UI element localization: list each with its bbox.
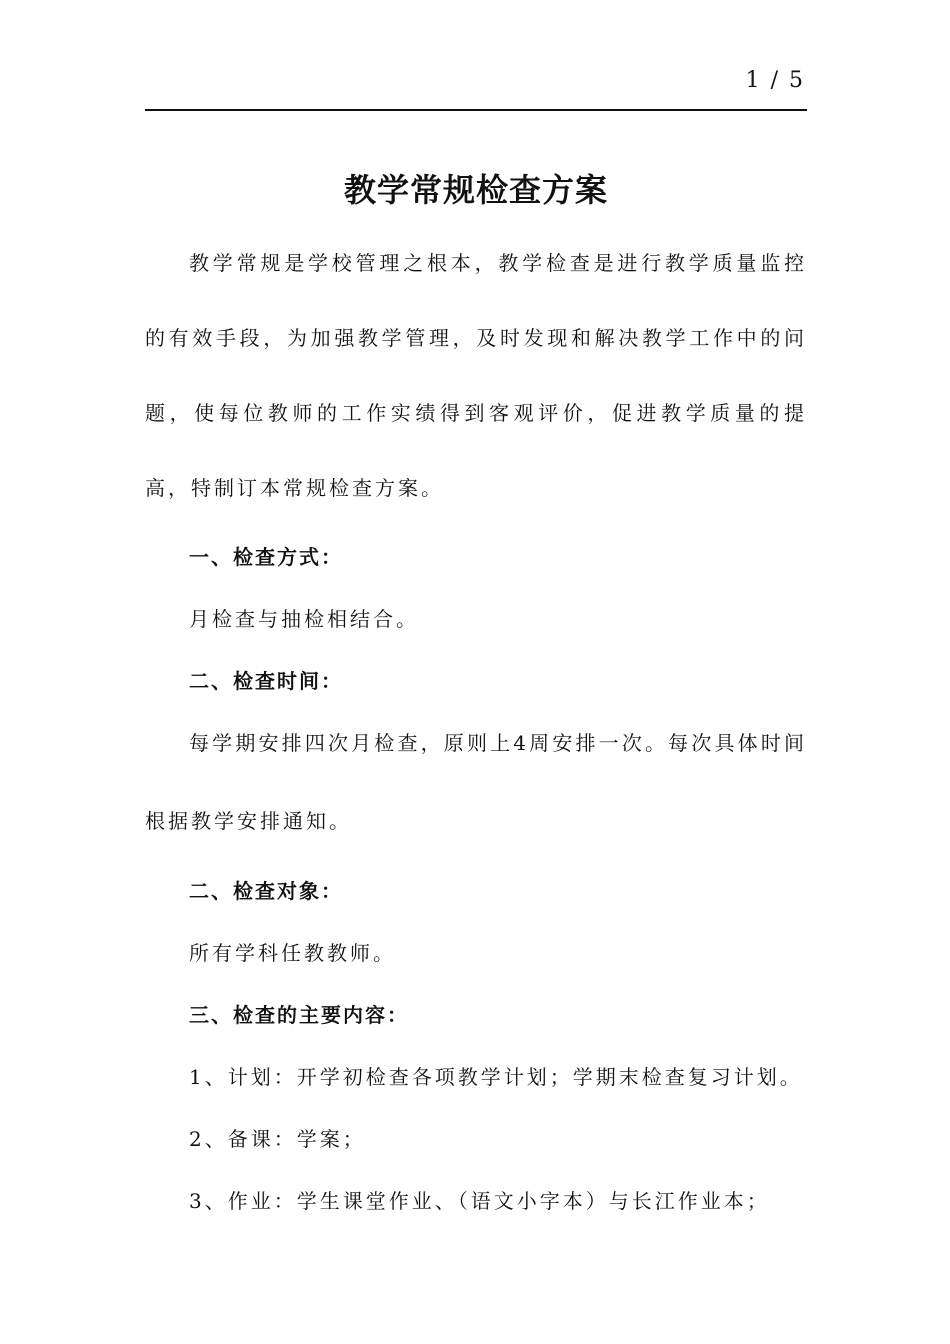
section-heading-content: 三、检查的主要内容： [189,1003,409,1027]
page-number: 1 / 5 [745,68,805,93]
list-item: 2、备课：学案； [189,1127,366,1151]
section-heading-target: 二、检查对象： [189,879,343,903]
section-heading-method: 一、检查方式： [189,545,343,569]
section-heading-time: 二、检查时间： [189,669,343,693]
document-body [145,160,807,1232]
list-item: 3、作业：学生课堂作业、（语文小字本）与长江作业本； [189,1189,770,1213]
section-body-target: 所有学科任教教师。 [189,941,396,965]
header-rule [145,109,807,111]
intro-paragraph: 教学常规是学校管理之根本，教学检查是进行教学质量监控的有效手段，为加强教学管理，及时发现和解决教学工作中的问题，使每位教师的工作实绩得到客观评价，促进教学质量的提高，特制订本常规检查方案。 [145,251,807,500]
list-item: 1、计划：开学初检查各项教学计划；学期末检查复习计划。 [189,1065,803,1089]
section-body-method: 月检查与抽检相结合。 [189,607,419,631]
document-title: 教学常规检查方案 [343,171,608,209]
section-body-time: 每学期安排四次月检查，原则上4周安排一次。每次具体时间根据教学安排通知。 [145,731,807,833]
